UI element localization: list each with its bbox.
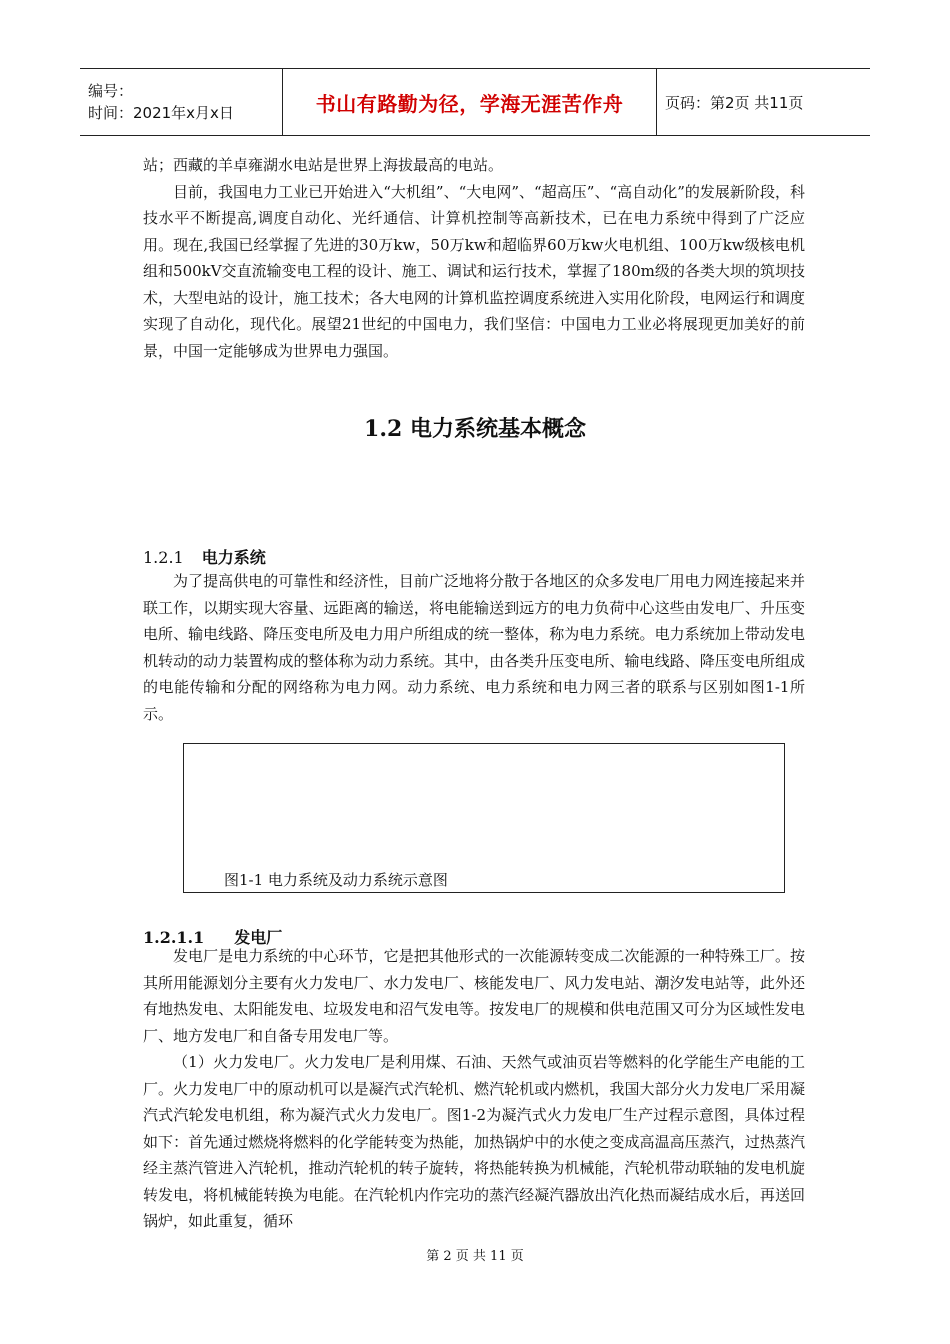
subsection-title: 发电厂 [234,928,283,947]
doc-time-label: 时间：2021年x月x日 [88,104,234,122]
page-footer: 第 2 页 共 11 页 [426,1249,524,1264]
intro-paragraph-1: 站；西藏的羊卓雍湖水电站是世界上海拔最高的电站。 [143,156,504,174]
subsection-title: 电力系统 [201,548,266,567]
section-title: 1.2 电力系统基本概念 [364,416,586,442]
power-plant-paragraph-2: （1）火力发电厂。火力发电厂是利用煤、石油、天然气或油页岩等燃料的化学能生产电能的工厂。火力发电厂中的原动机可以是凝汽式汽轮机、燃汽轮机或内燃机，我国大部分火力发电厂采用凝汽式汽轮发电机组，称为凝汽式火力发电厂。图1-2为凝汽式火力发电厂生产过程示意图，具体过程如下：首先通过燃烧将燃料的化学能转变为热能，加热锅炉中的水使之变成高温高压蒸汽，过热蒸汽经主蒸汽管进入汽轮机，推动汽轮机的转子旋转，将热能转换为机械能，汽轮机带动联轴的发电机旋转发电，将机械能转换为电能。在汽轮机内作完功的蒸汽经凝汽器放出汽化热而凝结成水后，再送回锅炉，如此重复，循环 [143,1053,805,1230]
subsection-number: 1.2.1.1 [143,928,205,947]
document-header [80,68,870,136]
intro-block [143,152,805,364]
header-meta [80,69,283,135]
subsection-heading-1-2-1 [143,545,266,568]
header-page-info [657,69,870,135]
subsection-body-1-2-1-1 [143,943,805,1235]
subsection-number: 1.2.1 [143,548,184,567]
intro-paragraph-2: 目前，我国电力工业已开始进入“大机组”、“大电网”、“超高压”、“高自动化”的发展新阶段，科技水平不断提高,调度自动化、光纤通信、计算机控制等高新技术，已在电力系统中得到了广泛应用。现在,我国已经掌握了先进的30万kw，50万kw和超临界60万kw火电机组、100万kw级核电机组和500kV交直流输变电工程的设计、施工、调试和运行技术，掌握了180m级的各类大坝的筑坝技术，大型电站的设计，施工技术；各大电网的计算机监控调度系统进入实用化阶段，电网运行和调度实现了自动化，现代化。展望21世纪的中国电力，我们坚信：中国电力工业必将展现更加美好的前景，中国一定能够成为世界电力强国。 [143,182,805,360]
page-info-text: 页码：第2页 共11页 [665,93,804,112]
header-motto [283,69,657,135]
power-plant-paragraph-1: 发电厂是电力系统的中心环节，它是把其他形式的一次能源转变成二次能源的一种特殊工厂。按其所用能源划分主要有火力发电厂、水力发电厂、核能发电厂、风力发电站、潮汐发电站等，此外还有地热发电、太阳能发电、垃圾发电和沼气发电等。按发电厂的规模和供电范围又可分为区域性发电厂、地方发电厂和自备专用发电厂等。 [143,947,805,1045]
figure-1-1 [183,743,785,893]
subsection-body-1-2-1 [143,568,805,727]
doc-number-label: 编号： [88,82,134,100]
figure-caption: 图1-1 电力系统及动力系统示意图 [224,871,448,889]
power-system-paragraph: 为了提高供电的可靠性和经济性，目前广泛地将分散于各地区的众多发电厂用电力网连接起来并联工作，以期实现大容量、远距离的输送，将电能输送到远方的电力负荷中心这些由发电厂、升压变电所、输电线路、降压变电所及电力用户所组成的统一整体，称为电力系统。电力系统加上带动发电机转动的动力装置构成的整体称为动力系统。其中，由各类升压变电所、输电线路、降压变电所组成的电能传输和分配的网络称为电力网。动力系统、电力系统和电力网三者的联系与区别如图1-1所示。 [143,572,805,723]
motto-text: 书山有路勤为径，学海无涯苦作舟 [315,91,624,116]
